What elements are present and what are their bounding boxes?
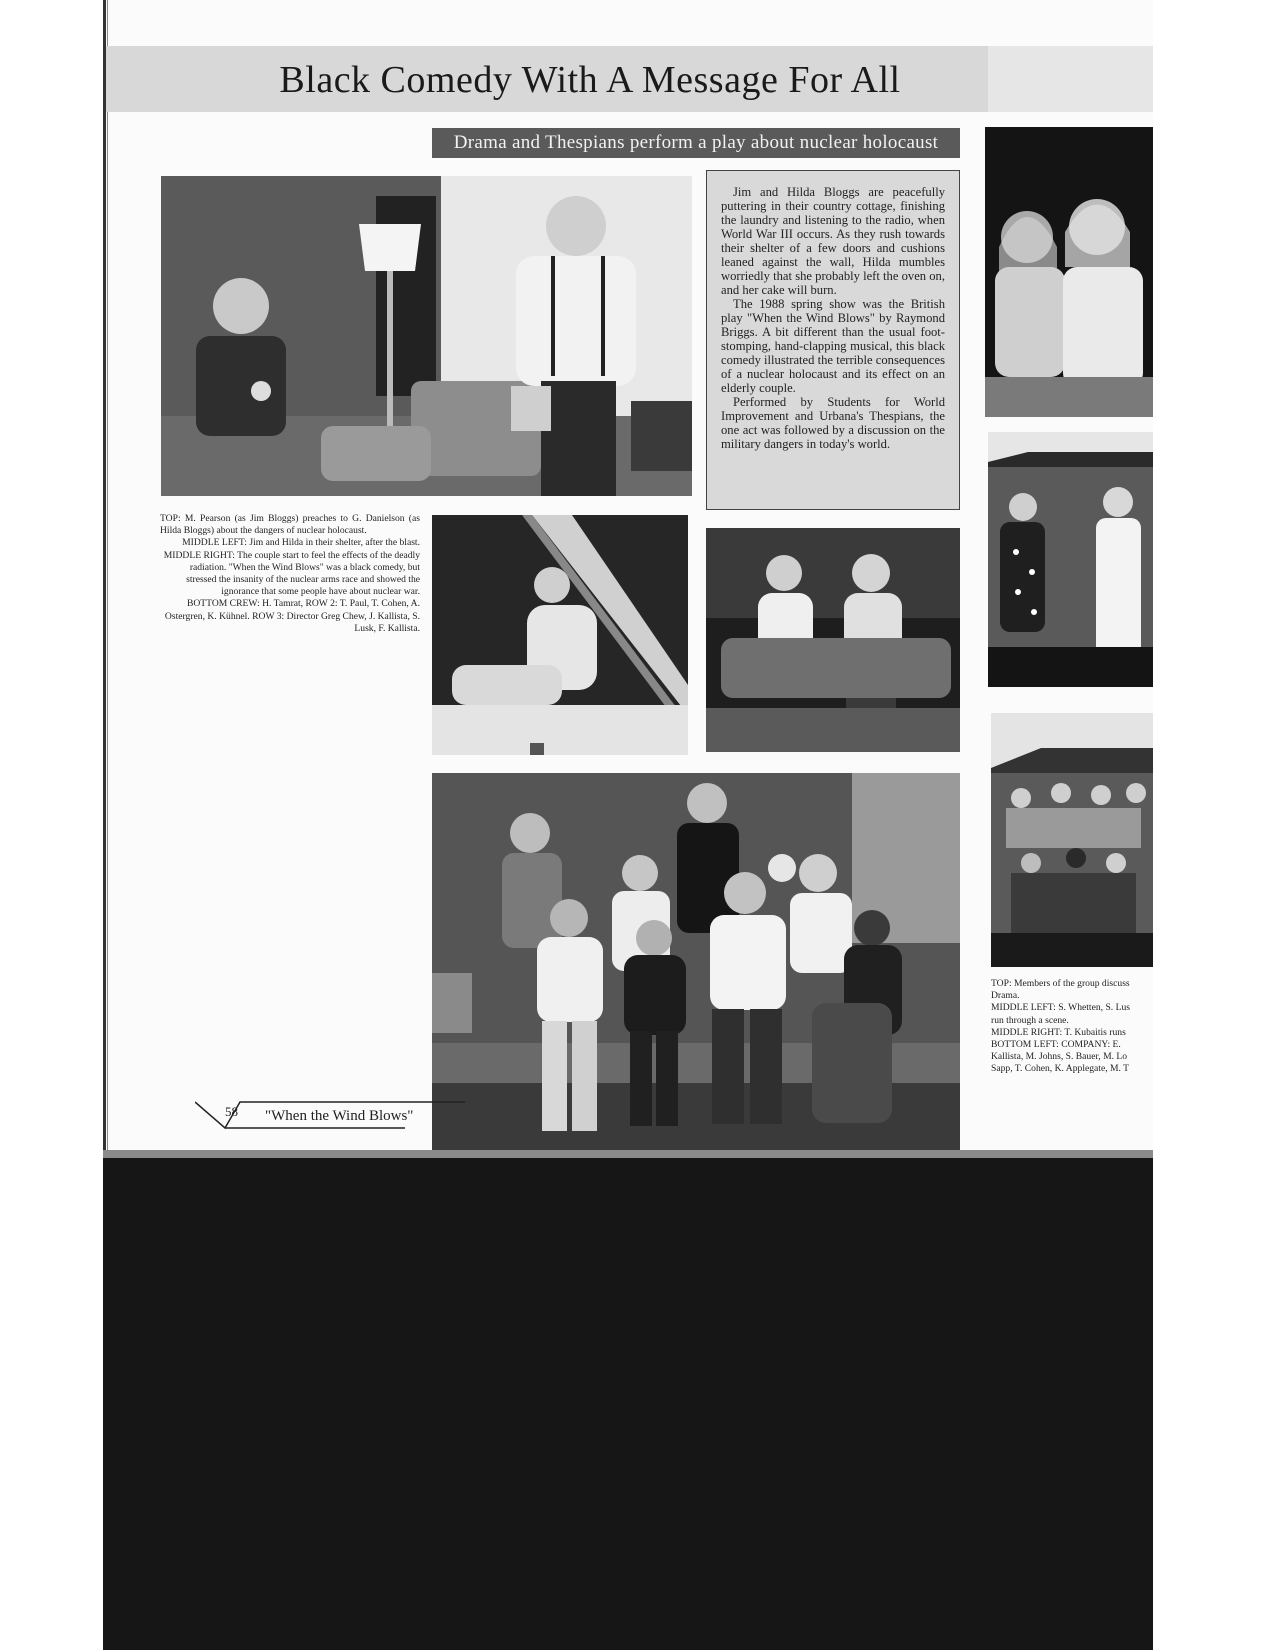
caption-left (160, 513, 420, 635)
caption-right-line-4: run through a scene. (991, 1014, 1069, 1026)
caption-right-line-6: BOTTOM LEFT: COMPANY: E. (991, 1039, 1121, 1051)
photo-right-middle-scene (988, 432, 1153, 687)
section-label: "When the Wind Blows" (265, 1108, 414, 1124)
caption-right-line-7: Kallista, M. Johns, S. Bauer, M. Lo (991, 1051, 1128, 1063)
caption-right-line-3: MIDDLE LEFT: S. Whetten, S. Lus (991, 1002, 1130, 1014)
article-text-box (706, 170, 960, 510)
photo-middle-right-couple (706, 528, 960, 752)
photo-bottom-crew-scene (432, 773, 960, 1150)
caption-right-line-1: TOP: Members of the group discuss (991, 978, 1130, 989)
photo-middle-left-scene (432, 515, 688, 755)
page-title: Black Comedy With A Message For All (279, 59, 901, 101)
caption-left-middle-right: MIDDLE RIGHT: The couple start to feel the effects of the deadly radiation. "When the Wind Blows" was a black comedy, but stressed the insanity of the nuclear arms race and showed the ignorance that some people have about nuclear war. (163, 549, 420, 598)
page-number: 58 (225, 1104, 238, 1119)
photo-right-bottom-scene (991, 713, 1153, 967)
photo-right-middle-stage (988, 432, 1153, 687)
binding-edge-inner (107, 0, 108, 1160)
photo-middle-left-shelter (432, 515, 688, 755)
scan-dark-background (103, 1158, 1153, 1650)
caption-left-middle-left: MIDDLE LEFT: Jim and Hilda in their shelter, after the blast. (182, 537, 420, 549)
caption-right (991, 978, 1153, 1076)
caption-right-line-2: Drama. (991, 990, 1020, 1002)
photo-top-jim-and-hilda (161, 176, 692, 496)
photo-right-top-scene (985, 127, 1153, 417)
page-subtitle: Drama and Thespians perform a play about nuclear holocaust (432, 128, 960, 158)
binding-edge (103, 0, 106, 1160)
article-paragraph-3: Performed by Students for World Improvement and Urbana's Thespians, the one act was followed by a discussion on the military dangers in today's world. (721, 395, 945, 451)
photo-bottom-crew (432, 773, 960, 1150)
caption-right-line-5: MIDDLE RIGHT: T. Kubaitis runs (991, 1026, 1126, 1038)
photo-right-top-two-girls (985, 127, 1153, 417)
caption-left-top: TOP: M. Pearson (as Jim Bloggs) preaches to G. Danielson (as Hilda Bloggs) about the dangers of nuclear holocaust. (160, 513, 420, 537)
photo-middle-right-scene (706, 528, 960, 752)
article-paragraph-1: Jim and Hilda Bloggs are peacefully puttering in their country cottage, finishing the laundry and listening to the radio, when World War III occurs. As they rush towards their shelter of a few doors and cushions leaned against the wall, Hilda mumbles worriedly that she probably left the oven on, and her cake will burn. (721, 185, 945, 297)
photo-right-bottom-company (991, 713, 1153, 967)
caption-left-bottom-crew: BOTTOM CREW: H. Tamrat, ROW 2: T. Paul, T. Cohen, A. Ostergren, K. Kühnel. ROW 3: Director Greg Chew, J. Kallista, S. Lusk, F. Kallista. (164, 598, 420, 634)
caption-right-line-8: Sapp, T. Cohen, K. Applegate, M. T (991, 1063, 1130, 1075)
photo-top-scene (161, 176, 692, 496)
article-paragraph-2: The 1988 spring show was the British play "When the Wind Blows" by Raymond Briggs. A bit different than the usual foot-stomping, hand-clapping musical, this black comedy illustrated the terrible consequences of a nuclear holocaust and its effect on an elderly couple. (721, 297, 945, 395)
title-bar-next-page (988, 46, 1153, 112)
